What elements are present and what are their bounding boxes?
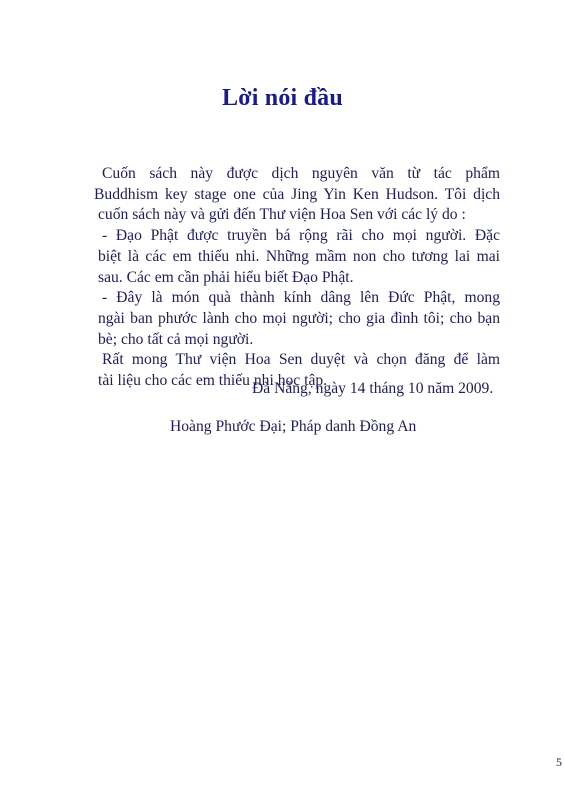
page-title: Lời nói đầu bbox=[222, 85, 343, 111]
text-line: Rất mong Thư viện Hoa Sen duyệt và chọn đăng để làm bbox=[102, 351, 500, 369]
text-line: ngài ban phước lành cho mọi người; cho gia đình tôi; cho bạn bbox=[98, 309, 500, 327]
author-signature: Hoàng Phước Đại; Pháp danh Đồng An bbox=[170, 418, 417, 435]
text-line: tài liệu cho các em thiếu nhi học tập. bbox=[98, 372, 328, 390]
date-line: Đà Nẵng, ngày 14 tháng 10 năm 2009. bbox=[252, 380, 494, 397]
text-line: Cuốn sách này được dịch nguyên văn từ tác phẩm bbox=[102, 165, 500, 182]
text-line: Buddhism key stage one của Jing Yin Ken Hudson. Tôi dịch bbox=[94, 185, 500, 203]
text-line: bè; cho tất cả mọi người. bbox=[98, 330, 254, 348]
text-line: cuốn sách này và gửi đến Thư viện Hoa Sen với các lý do : bbox=[98, 206, 466, 224]
paragraph-intro bbox=[94, 164, 500, 226]
text-line: - Đây là món quà thành kính dâng lên Đức Phật, mong bbox=[102, 289, 500, 307]
body-text bbox=[94, 164, 500, 392]
text-line: - Đạo Phật được truyền bá rộng rãi cho mọi người. Đặc bbox=[102, 227, 500, 245]
paragraph-reason-2 bbox=[98, 288, 500, 350]
text-line: sau. Các em cần phải hiểu biết Đạo Phật. bbox=[98, 268, 354, 286]
paragraph-reason-1 bbox=[98, 226, 500, 288]
text-line: biệt là các em thiếu nhi. Những mầm non cho tương lai mai bbox=[98, 247, 500, 265]
page-number: 5 bbox=[556, 755, 562, 769]
